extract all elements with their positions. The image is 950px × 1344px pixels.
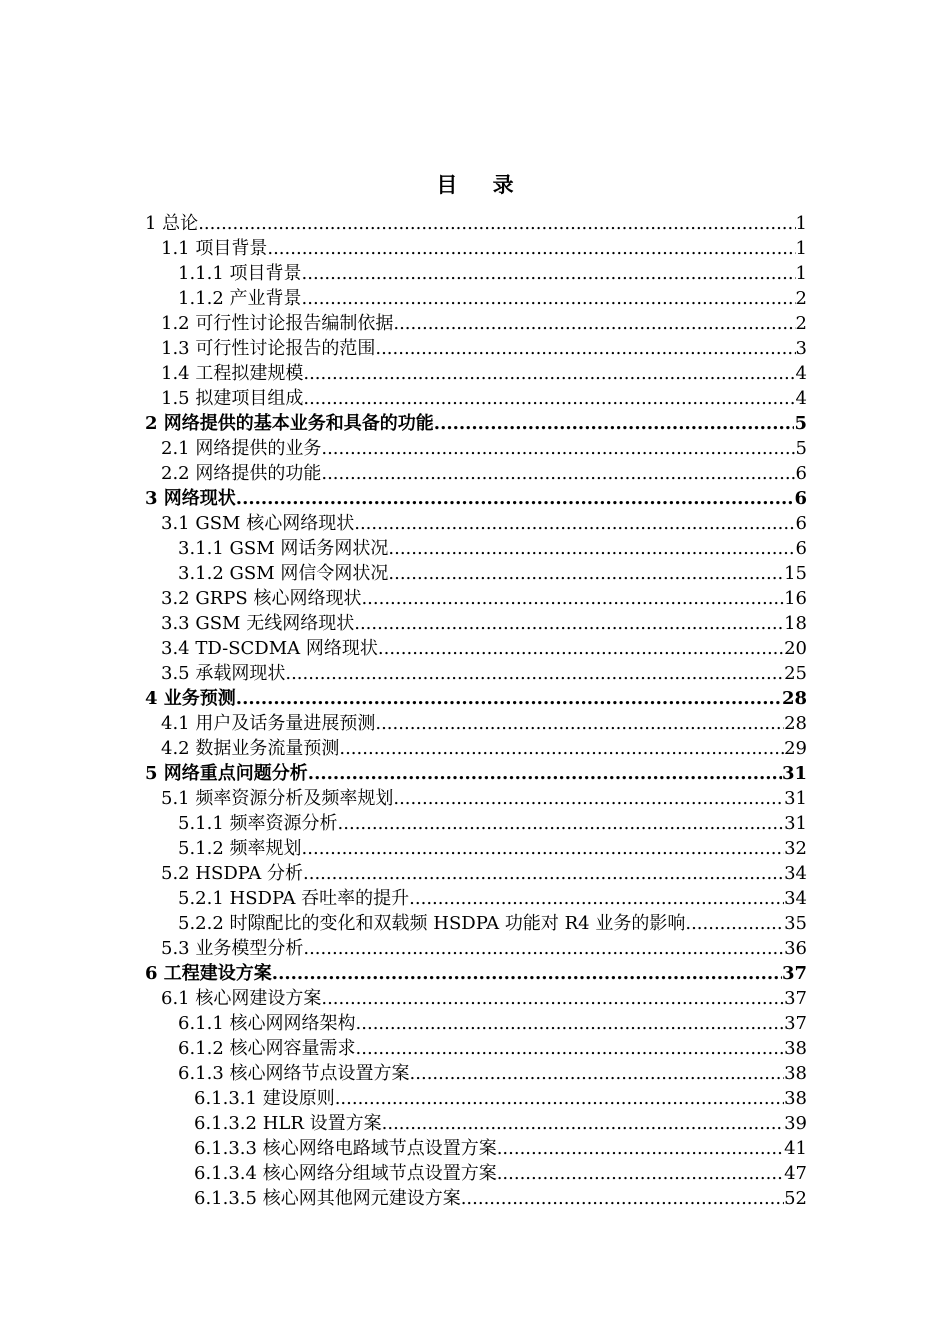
toc-entry[interactable]	[145, 511, 807, 536]
toc-page-number: 3	[795, 338, 807, 359]
toc-page-number: 29	[784, 738, 807, 759]
toc-dot-leader	[393, 311, 795, 336]
toc-dot-leader	[302, 286, 796, 311]
toc-entry[interactable]	[145, 861, 807, 886]
toc-dot-leader	[236, 686, 782, 711]
toc-page-number: 16	[784, 588, 807, 609]
toc-dot-leader	[354, 511, 795, 536]
toc-page-number: 38	[784, 1038, 807, 1059]
toc-entry-text: 3.3 GSM 无线网络现状	[161, 613, 355, 634]
toc-entry[interactable]	[145, 1186, 807, 1211]
toc-entry-text: 5.1 频率资源分析及频率规划	[161, 788, 394, 809]
toc-entry-text: 6 工程建设方案	[145, 963, 272, 984]
toc-page-number: 15	[784, 563, 807, 584]
toc-entry-text: 3.2 GRPS 核心网络现状	[161, 588, 362, 609]
toc-entry-text: 3.1.2 GSM 网信令网状况	[178, 563, 389, 584]
toc-dot-leader	[388, 561, 784, 586]
toc-dot-leader	[388, 536, 795, 561]
toc-dot-leader	[354, 611, 784, 636]
toc-dot-leader	[361, 586, 784, 611]
toc-entry-text: 5.2.2 时隙配比的变化和双载频 HSDPA 功能对 R4 业务的影响	[178, 913, 686, 934]
toc-dot-leader	[497, 1136, 784, 1161]
toc-dot-leader	[393, 786, 784, 811]
toc-page-number: 1	[795, 238, 807, 259]
toc-dot-leader	[382, 1111, 784, 1136]
toc-entry-text: 6.1.2 核心网容量需求	[178, 1038, 356, 1059]
toc-dot-leader	[339, 736, 784, 761]
toc-page-number: 18	[784, 613, 807, 634]
toc-entry-text: 1.1.2 产业背景	[178, 288, 302, 309]
toc-page-number: 36	[784, 938, 807, 959]
toc-entry-text: 2.1 网络提供的业务	[161, 438, 322, 459]
toc-page-number: 28	[784, 713, 807, 734]
toc-entry-text: 6.1 核心网建设方案	[161, 988, 322, 1009]
toc-entry-text: 2 网络提供的基本业务和具备的功能	[145, 413, 434, 434]
toc-page-number: 5	[795, 438, 807, 459]
toc-entry-text: 6.1.3.3 核心网络电路域节点设置方案	[194, 1138, 497, 1159]
toc-entry[interactable]	[145, 986, 807, 1011]
toc-page-number: 1	[795, 213, 807, 234]
toc-entry[interactable]	[145, 711, 807, 736]
toc-entry-text: 3.1.1 GSM 网话务网状况	[178, 538, 389, 559]
toc-entry[interactable]	[145, 836, 807, 861]
toc-page-number: 28	[781, 688, 807, 709]
toc-page-number: 41	[784, 1138, 807, 1159]
toc-page-number: 37	[784, 1013, 807, 1034]
toc-page-number: 31	[781, 763, 807, 784]
toc-dot-leader	[236, 486, 795, 511]
toc-entry[interactable]	[145, 1136, 807, 1161]
toc-page-number: 6	[794, 488, 807, 509]
toc-entry[interactable]	[145, 461, 807, 486]
toc-entry[interactable]	[145, 411, 807, 436]
toc-dot-leader	[308, 761, 782, 786]
toc-page-number: 2	[795, 313, 807, 334]
toc-dot-leader	[378, 636, 784, 661]
toc-page-number: 25	[784, 663, 807, 684]
toc-entry[interactable]	[145, 761, 807, 786]
toc-page-number: 32	[784, 838, 807, 859]
toc-entry[interactable]	[145, 211, 807, 236]
toc-page-number: 4	[795, 363, 807, 384]
toc-dot-leader	[434, 411, 795, 436]
toc-page-number: 37	[781, 963, 807, 984]
toc-dot-leader	[198, 211, 795, 236]
toc-entry-text: 1.1 项目背景	[161, 238, 268, 259]
toc-page-number: 39	[784, 1113, 807, 1134]
toc-page-number: 34	[784, 888, 807, 909]
toc-entry[interactable]	[145, 361, 807, 386]
toc-entry[interactable]	[145, 386, 807, 411]
toc-dot-leader	[272, 961, 782, 986]
toc-dot-leader	[267, 236, 795, 261]
toc-entry-text: 1 总论	[145, 213, 199, 234]
toc-entry-text: 6.1.1 核心网网络架构	[178, 1013, 356, 1034]
toc-entry[interactable]	[145, 586, 807, 611]
toc-entry[interactable]	[145, 936, 807, 961]
toc-dot-leader	[303, 361, 795, 386]
toc-entry[interactable]	[145, 811, 807, 836]
toc-dot-leader	[321, 436, 795, 461]
toc-entry[interactable]	[145, 286, 807, 311]
toc-page-number: 37	[784, 988, 807, 1009]
toc-entry-text: 3.5 承载网现状	[161, 663, 286, 684]
toc-page-number: 31	[784, 788, 807, 809]
toc-entry-text: 5.3 业务模型分析	[161, 938, 304, 959]
toc-dot-leader	[302, 261, 796, 286]
toc-dot-leader	[321, 986, 784, 1011]
toc-entry-text: 5.1.2 频率规划	[178, 838, 302, 859]
toc-entry-text: 6.1.3 核心网络节点设置方案	[178, 1063, 410, 1084]
toc-dot-leader	[302, 836, 785, 861]
toc-title: 目 录	[436, 172, 528, 197]
toc-entry[interactable]	[145, 236, 807, 261]
toc-entry-text: 1.3 可行性讨论报告的范围	[161, 338, 376, 359]
toc-entry[interactable]	[145, 1086, 807, 1111]
toc-page-number: 6	[795, 513, 807, 534]
toc-page-number: 20	[784, 638, 807, 659]
toc-entry[interactable]	[145, 686, 807, 711]
toc-entry-text: 6.1.3.1 建设原则	[194, 1088, 335, 1109]
toc-dot-leader	[375, 336, 795, 361]
toc-entry[interactable]	[145, 886, 807, 911]
toc-entry[interactable]	[145, 1111, 807, 1136]
toc-dot-leader	[497, 1161, 784, 1186]
toc-entry-text: 5 网络重点问题分析	[145, 763, 308, 784]
toc-entry-text: 2.2 网络提供的功能	[161, 463, 322, 484]
toc-page-number: 38	[784, 1063, 807, 1084]
toc-dot-leader	[461, 1186, 784, 1211]
toc-entry[interactable]	[145, 911, 807, 936]
toc-page-number: 47	[784, 1163, 807, 1184]
toc-page-number: 5	[794, 413, 807, 434]
toc-entry-text: 3 网络现状	[145, 488, 236, 509]
toc-entry[interactable]	[145, 436, 807, 461]
toc-entry[interactable]	[145, 561, 807, 586]
toc-entry[interactable]	[145, 736, 807, 761]
toc-entry-text: 5.2 HSDPA 分析	[161, 863, 303, 884]
toc-page-number: 31	[784, 813, 807, 834]
toc-entry[interactable]	[145, 336, 807, 361]
toc-entry-text: 1.5 拟建项目组成	[161, 388, 304, 409]
toc-dot-leader	[285, 661, 784, 686]
toc-entry-text: 3.1 GSM 核心网络现状	[161, 513, 355, 534]
toc-entry[interactable]	[145, 1036, 807, 1061]
toc-page-number: 2	[795, 288, 807, 309]
toc-entry[interactable]	[145, 1061, 807, 1086]
toc-entry[interactable]	[145, 636, 807, 661]
toc-page-number: 6	[795, 463, 807, 484]
toc-dot-leader	[375, 711, 784, 736]
toc-entry[interactable]	[145, 311, 807, 336]
toc-entry[interactable]	[145, 1011, 807, 1036]
toc-dot-leader	[321, 461, 795, 486]
toc-dot-leader	[356, 1036, 785, 1061]
toc-dot-leader	[409, 886, 784, 911]
toc-dot-leader	[303, 386, 795, 411]
toc-entry-text: 4.2 数据业务流量预测	[161, 738, 340, 759]
toc-entry[interactable]	[145, 786, 807, 811]
toc-dot-leader	[335, 1086, 784, 1111]
toc-dot-leader	[356, 1011, 785, 1036]
toc-entry[interactable]	[145, 486, 807, 511]
toc-entry-text: 1.2 可行性讨论报告编制依据	[161, 313, 394, 334]
toc-entry-text: 6.1.3.2 HLR 设置方案	[194, 1113, 382, 1134]
toc-page-number: 35	[784, 913, 807, 934]
toc-entry[interactable]	[145, 261, 807, 286]
toc-entry-text: 6.1.3.5 核心网其他网元建设方案	[194, 1188, 461, 1209]
toc-page-number: 4	[795, 388, 807, 409]
toc-entry-text: 6.1.3.4 核心网络分组域节点设置方案	[194, 1163, 497, 1184]
toc-entry-text: 1.4 工程拟建规模	[161, 363, 304, 384]
toc-dot-leader	[303, 861, 784, 886]
toc-dot-leader	[338, 811, 785, 836]
toc-entry[interactable]	[145, 961, 807, 986]
toc-dot-leader	[303, 936, 784, 961]
toc-dot-leader	[410, 1061, 785, 1086]
toc-page-number: 38	[784, 1088, 807, 1109]
toc-entry-text: 3.4 TD-SCDMA 网络现状	[161, 638, 378, 659]
toc-page-number: 34	[784, 863, 807, 884]
toc-page-number: 6	[795, 538, 807, 559]
toc-entry-text: 5.1.1 频率资源分析	[178, 813, 338, 834]
table-of-contents	[145, 211, 807, 1211]
toc-entry-text: 5.2.1 HSDPA 吞吐率的提升	[178, 888, 410, 909]
toc-entry-text: 1.1.1 项目背景	[178, 263, 302, 284]
toc-entry[interactable]	[145, 536, 807, 561]
toc-entry-text: 4 业务预测	[145, 688, 236, 709]
toc-dot-leader	[685, 911, 784, 936]
toc-page-number: 52	[784, 1188, 807, 1209]
toc-entry-text: 4.1 用户及话务量进展预测	[161, 713, 376, 734]
toc-page-number: 1	[795, 263, 807, 284]
toc-entry[interactable]	[145, 1161, 807, 1186]
toc-entry[interactable]	[145, 611, 807, 636]
toc-entry[interactable]	[145, 661, 807, 686]
